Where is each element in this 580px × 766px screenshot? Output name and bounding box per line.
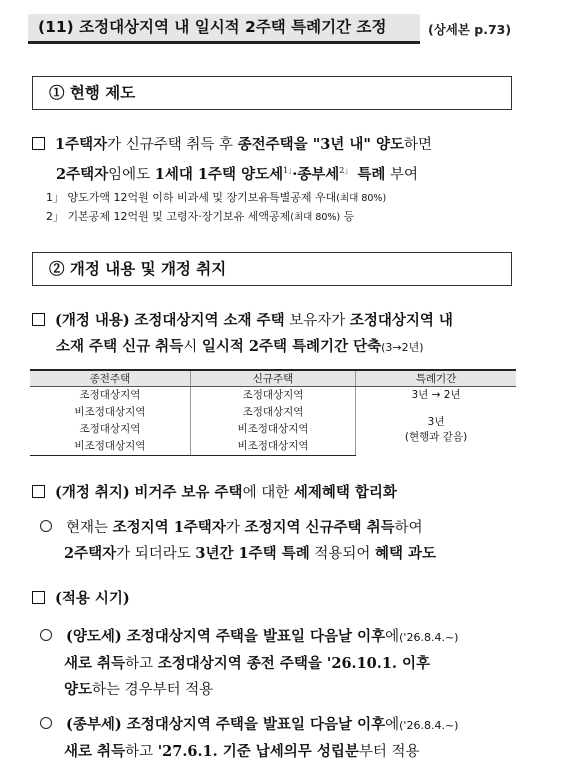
bullet-circle-icon [40, 717, 52, 729]
current-system-paragraph: 1주택자가 신규주택 취득 후 종전주택을 "3년 내" 양도하면 2주택자임에도 1세대 1주택 양도세$^{1」}$·종부세$^{2」}$ 특례 부여 [32, 132, 432, 188]
detail-reference: (상세본 p.73) [428, 22, 512, 37]
footnote-1: 1」 양도가액 12억원 이하 비과세 및 장기보유특별공제 우대(최대 80%) [46, 191, 387, 204]
table-row: 비조정대상지역 비조정대상지역 [30, 438, 516, 456]
checkbox-square-icon [32, 313, 45, 326]
table-row: 조정대상지역 비조정대상지역 [30, 421, 516, 438]
section-heading-revision: ② 개정 내용 및 개정 취지 [32, 252, 512, 286]
checkbox-square-icon [32, 591, 45, 604]
revision-purpose-paragraph: (개정 취지) 비거주 보유 주택에 대한 세제혜택 합리화 [32, 480, 397, 506]
footnote-2: 2」 기본공제 12억원 및 고령자·장기보유 세액공제(최대 80%) 등 [46, 210, 355, 223]
bullet-circle-icon [40, 520, 52, 532]
current-issue-bullet: 현재는 조정지역 1주택자가 조정지역 신규주택 취득하여 2주택자가 되더라도 3년간 1주택 특례 적용되어 혜택 과도 [40, 515, 436, 567]
property-tax-bullet: (종부세) 조정대상지역 주택을 발표일 다음날 이후에('26.8.4.~) 새로 취득하고 '27.6.1. 기준 납세의무 성립분부터 적용 [40, 712, 458, 765]
effective-date-paragraph: (적용 시기) [32, 586, 130, 612]
table-row: 비조정대상지역 조정대상지역 3년 (현행과 같음) [30, 404, 516, 421]
table-row: 조정대상지역 조정대상지역 3년 → 2년 [30, 387, 516, 405]
bullet-circle-icon [40, 629, 52, 641]
table-header: 종전주택 [30, 370, 190, 387]
checkbox-square-icon [32, 137, 45, 150]
checkbox-square-icon [32, 485, 45, 498]
revision-content-paragraph: (개정 내용) 조정대상지역 소재 주택 보유자가 조정대상지역 내 소재 주택 신규 취득시 일시적 2주택 특례기간 단축(3→2년) [32, 308, 453, 361]
table-header: 신규주택 [190, 370, 355, 387]
section-heading-current: ① 현행 제도 [32, 76, 512, 110]
section-title: (11) 조정대상지역 내 일시적 2주택 특례기간 조정 [28, 14, 420, 44]
table-header: 특례기간 [356, 370, 516, 387]
transfer-tax-bullet: (양도세) 조정대상지역 주택을 발표일 다음날 이후에('26.8.4.~) 새로 취득하고 조정대상지역 종전 주택을 '26.10.1. 이후 양도하는 경우부터 적용 [40, 624, 458, 703]
special-period-table [30, 369, 516, 456]
